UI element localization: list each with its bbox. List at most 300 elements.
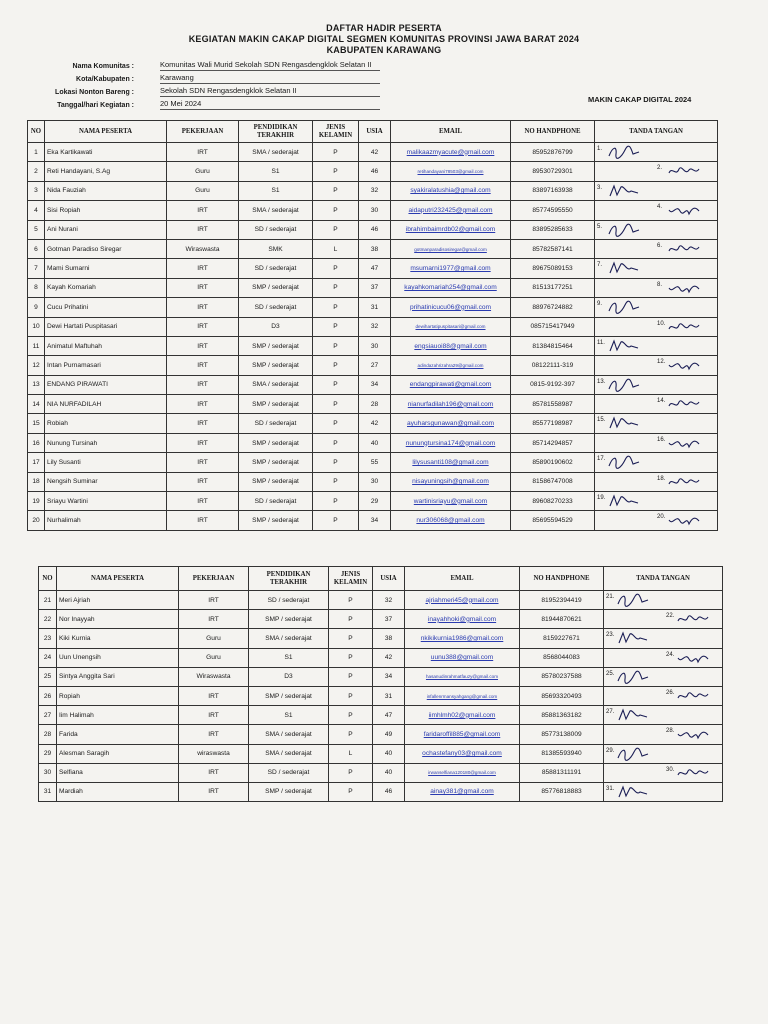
participant-job: Guru <box>167 162 239 181</box>
table-header <box>39 567 723 591</box>
participant-job: IRT <box>167 220 239 239</box>
col-no: NO <box>28 121 45 143</box>
participant-job: IRT <box>167 201 239 220</box>
signature-number: 13. <box>597 378 606 385</box>
participant-job: Wiraswasta <box>167 239 239 258</box>
row-no: 29 <box>39 744 57 763</box>
row-no: 23 <box>39 629 57 648</box>
handwritten-signature <box>607 415 641 431</box>
signature-cell <box>604 763 723 782</box>
signature-number: 20. <box>657 514 666 521</box>
participant-email[interactable]: ayuharsgunawan@gmail.com <box>391 414 511 433</box>
participant-email[interactable]: faridaroffil885@gmail.com <box>405 725 520 744</box>
participant-age: 30 <box>359 201 391 220</box>
participant-job: IRT <box>167 511 239 530</box>
signature-number: 17. <box>597 456 606 463</box>
participant-gender: P <box>329 725 373 744</box>
lokasi-label: Lokasi Nonton Bareng : <box>55 89 134 96</box>
participant-phone: 85890190602 <box>511 453 595 472</box>
row-no: 5 <box>28 220 45 239</box>
participant-education: D3 <box>249 667 329 686</box>
handwritten-signature <box>667 396 701 412</box>
participant-name: Farida <box>57 725 179 744</box>
participant-education: SD / sederajat <box>249 591 329 610</box>
row-no: 30 <box>39 763 57 782</box>
participant-email[interactable]: infallenrmansyahgang@gmail.com <box>405 686 520 705</box>
signature-cell <box>595 162 718 181</box>
row-no: 26 <box>39 686 57 705</box>
participant-job: Guru <box>179 629 249 648</box>
signature-cell <box>595 259 718 278</box>
tanggal-label: Tanggal/hari Kegiatan : <box>57 102 134 109</box>
row-no: 13 <box>28 375 45 394</box>
participant-email[interactable]: irwanselfiana120180@gmail.com <box>405 763 520 782</box>
row-no: 2 <box>28 162 45 181</box>
participant-phone: 85881311191 <box>520 763 604 782</box>
participant-phone: 81952394419 <box>520 591 604 610</box>
signature-number: 8. <box>657 281 663 288</box>
signature-cell <box>595 181 718 200</box>
table-row <box>39 667 723 686</box>
participant-name: Nunung Tursinah <box>45 433 167 452</box>
participant-gender: P <box>329 629 373 648</box>
participant-name: Meri Ajriah <box>57 591 179 610</box>
participant-job: IRT <box>167 433 239 452</box>
participant-job: Wiraswasta <box>179 667 249 686</box>
participant-email[interactable]: nianurfadilah196@gmail.com <box>391 395 511 414</box>
participant-age: 38 <box>373 629 405 648</box>
participant-job: wiraswasta <box>179 744 249 763</box>
participant-email[interactable]: iimhlmh02@gmail.com <box>405 706 520 725</box>
handwritten-signature <box>607 338 641 354</box>
table-row <box>28 375 718 394</box>
handwritten-signature <box>616 592 650 608</box>
participant-education: SMP / sederajat <box>249 610 329 629</box>
participant-phone: 81384815464 <box>511 336 595 355</box>
participant-education: SMP / sederajat <box>239 336 313 355</box>
table-row <box>28 201 718 220</box>
participant-age: 47 <box>373 706 405 725</box>
participant-phone: 85881363182 <box>520 706 604 725</box>
signature-number: 3. <box>597 184 603 191</box>
table-row <box>39 706 723 725</box>
participant-email[interactable]: ainay381@gmail.com <box>405 782 520 801</box>
col-usia: USIA <box>373 567 405 591</box>
participant-education: SMA / sederajat <box>239 375 313 394</box>
table-row <box>28 511 718 530</box>
participant-email[interactable]: lilysusanti108@gmail.com <box>391 453 511 472</box>
row-no: 9 <box>28 298 45 317</box>
signature-cell <box>604 591 723 610</box>
signature-cell <box>595 336 718 355</box>
participant-job: IRT <box>167 414 239 433</box>
participant-phone: 85776818883 <box>520 782 604 801</box>
participant-education: S1 <box>249 648 329 667</box>
participant-age: 30 <box>359 472 391 491</box>
table-row <box>39 686 723 705</box>
participant-education: SMP / sederajat <box>239 453 313 472</box>
signature-number: 7. <box>597 262 603 269</box>
row-no: 17 <box>28 453 45 472</box>
signature-cell <box>595 356 718 375</box>
participant-age: 46 <box>359 220 391 239</box>
table-row <box>28 143 718 162</box>
signature-number: 15. <box>597 417 606 424</box>
handwritten-signature <box>676 611 710 627</box>
signature-cell <box>595 220 718 239</box>
participant-name: Nurhalimah <box>45 511 167 530</box>
komunitas-label: Nama Komunitas : <box>72 63 134 70</box>
komunitas-value: Komunitas Wali Murid Sekolah SDN Rengasdengklok Selatan II <box>160 60 380 71</box>
participant-age: 40 <box>373 744 405 763</box>
participant-education: SMA / sederajat <box>239 201 313 220</box>
participant-job: IRT <box>167 317 239 336</box>
signature-number: 14. <box>657 398 666 405</box>
participant-phone: 08122111-319 <box>511 356 595 375</box>
participant-education: SMP / sederajat <box>239 433 313 452</box>
participant-job: IRT <box>179 610 249 629</box>
participant-phone: 85577198987 <box>511 414 595 433</box>
handwritten-signature <box>676 726 710 742</box>
participant-education: S1 <box>239 162 313 181</box>
participant-gender: P <box>329 686 373 705</box>
participant-age: 42 <box>373 648 405 667</box>
participant-job: IRT <box>167 492 239 511</box>
participant-phone: 81586747008 <box>511 472 595 491</box>
row-no: 22 <box>39 610 57 629</box>
participant-email[interactable]: ibrahimbaimrdb02@gmail.com <box>391 220 511 239</box>
table-row <box>28 239 718 258</box>
signature-cell <box>604 648 723 667</box>
participant-phone: 85782587141 <box>511 239 595 258</box>
participant-age: 46 <box>359 162 391 181</box>
table-row <box>39 744 723 763</box>
table-row <box>28 414 718 433</box>
participant-name: Selfiana <box>57 763 179 782</box>
signature-number: 30. <box>666 766 675 773</box>
signature-cell <box>595 201 718 220</box>
participant-phone: 83895285633 <box>511 220 595 239</box>
col-ttd: TANDA TANGAN <box>595 121 718 143</box>
participant-name: Iim Halimah <box>57 706 179 725</box>
participant-age: 31 <box>359 298 391 317</box>
row-no: 10 <box>28 317 45 336</box>
signature-number: 26. <box>666 689 675 696</box>
signature-number: 4. <box>657 204 663 211</box>
participant-gender: P <box>313 375 359 394</box>
participant-gender: P <box>313 492 359 511</box>
participant-education: SD / sederajat <box>239 298 313 317</box>
participant-gender: P <box>329 667 373 686</box>
signature-cell <box>595 298 718 317</box>
participant-job: IRT <box>179 591 249 610</box>
participant-email[interactable]: malikaazmyacute@gmail.com <box>391 143 511 162</box>
col-jenis-kelamin: JENIS KELAMIN <box>313 121 359 143</box>
participant-gender: P <box>313 336 359 355</box>
participant-name: Intan Purnamasari <box>45 356 167 375</box>
signature-cell <box>595 511 718 530</box>
participant-age: 28 <box>359 395 391 414</box>
participant-gender: P <box>313 278 359 297</box>
participant-email[interactable]: nisayuningsih@gmail.com <box>391 472 511 491</box>
participant-email[interactable]: endangpirawati@gmail.com <box>391 375 511 394</box>
doc-title: DAFTAR HADIR PESERTA <box>326 23 442 33</box>
participant-email[interactable]: ochastefany03@gmail.com <box>405 744 520 763</box>
participant-name: Nengsih Suminar <box>45 472 167 491</box>
table-row <box>39 591 723 610</box>
participant-education: SMP / sederajat <box>239 278 313 297</box>
participant-email[interactable]: retihandayani78503@gmail.com <box>391 162 511 181</box>
participant-education: D3 <box>239 317 313 336</box>
col-nama: NAMA PESERTA <box>45 121 167 143</box>
col-email: EMAIL <box>405 567 520 591</box>
col-pekerjaan: PEKERJAAN <box>167 121 239 143</box>
table-row <box>28 472 718 491</box>
participant-job: IRT <box>179 725 249 744</box>
row-no: 6 <box>28 239 45 258</box>
participant-phone: 0815-9192-397 <box>511 375 595 394</box>
participant-name: Animatul Maftuhah <box>45 336 167 355</box>
participant-age: 49 <box>373 725 405 744</box>
signature-number: 12. <box>657 359 666 366</box>
lokasi-value: Sekolah SDN Rengasdengklok Selatan II <box>160 86 380 97</box>
signature-number: 29. <box>606 747 615 754</box>
table-row <box>39 763 723 782</box>
participant-email[interactable]: nkikikurnia1986@gmail.com <box>405 629 520 648</box>
participant-gender: P <box>313 511 359 530</box>
handwritten-signature <box>667 435 701 451</box>
participant-job: IRT <box>179 686 249 705</box>
table-row <box>39 629 723 648</box>
signature-cell <box>595 239 718 258</box>
participant-email[interactable]: nunungtursina174@gmail.com <box>391 433 511 452</box>
participant-email[interactable]: ajriahmeri45@gmail.com <box>405 591 520 610</box>
participant-name: Mardiah <box>57 782 179 801</box>
participant-gender: P <box>329 648 373 667</box>
participant-age: 55 <box>359 453 391 472</box>
participant-gender: P <box>313 395 359 414</box>
participant-gender: P <box>313 162 359 181</box>
table-row <box>39 610 723 629</box>
row-no: 21 <box>39 591 57 610</box>
handwritten-signature <box>676 688 710 704</box>
kota-label: Kota/Kabupaten : <box>76 76 134 83</box>
participant-name: ENDANG PIRAWATI <box>45 375 167 394</box>
row-no: 3 <box>28 181 45 200</box>
participant-email[interactable]: aidaputri232425@gmail.com <box>391 201 511 220</box>
participant-email[interactable]: syakiralatushia@gmail.com <box>391 181 511 200</box>
participant-name: Lily Susanti <box>45 453 167 472</box>
participant-gender: L <box>313 239 359 258</box>
participant-education: SMP / sederajat <box>239 511 313 530</box>
handwritten-signature <box>616 746 650 762</box>
handwritten-signature <box>667 474 701 490</box>
col-pendidikan: PENDIDIKAN TERAKHIR <box>239 121 313 143</box>
signature-number: 18. <box>657 475 666 482</box>
col-pendidikan: PENDIDIKAN TERAKHIR <box>249 567 329 591</box>
participant-name: Cucu Prihatini <box>45 298 167 317</box>
participant-name: Eka Kartikawati <box>45 143 167 162</box>
participant-gender: P <box>313 201 359 220</box>
participant-email[interactable]: adindazahrizahra29@gmail.com <box>391 356 511 375</box>
table-row <box>28 317 718 336</box>
signature-number: 5. <box>597 223 603 230</box>
row-no: 18 <box>28 472 45 491</box>
participant-job: IRT <box>179 782 249 801</box>
handwritten-signature <box>667 512 701 528</box>
signature-cell <box>604 744 723 763</box>
participant-job: IRT <box>167 472 239 491</box>
row-no: 20 <box>28 511 45 530</box>
handwritten-signature <box>616 630 650 646</box>
participant-job: IRT <box>167 336 239 355</box>
participant-email[interactable]: inayahhoki@gmail.com <box>405 610 520 629</box>
participant-name: Sriayu Wartini <box>45 492 167 511</box>
table-row <box>28 433 718 452</box>
signature-cell <box>595 375 718 394</box>
participant-phone: 085715417949 <box>511 317 595 336</box>
row-no: 8 <box>28 278 45 297</box>
row-no: 11 <box>28 336 45 355</box>
row-no: 14 <box>28 395 45 414</box>
participant-name: Nida Fauziah <box>45 181 167 200</box>
participant-job: Guru <box>179 648 249 667</box>
handwritten-signature <box>607 299 641 315</box>
signature-number: 9. <box>597 301 603 308</box>
participant-education: SD / sederajat <box>249 763 329 782</box>
participant-job: IRT <box>167 259 239 278</box>
participant-education: SMK <box>239 239 313 258</box>
attendance-table-2 <box>38 566 723 802</box>
participant-education: SMA / sederajat <box>239 143 313 162</box>
participant-email[interactable]: gotmanparadisosiregar@gmail.com <box>391 239 511 258</box>
row-no: 7 <box>28 259 45 278</box>
signature-number: 28. <box>666 728 675 735</box>
participant-phone: 85952876799 <box>511 143 595 162</box>
attendance-table-1 <box>27 120 718 531</box>
participant-job: IRT <box>167 143 239 162</box>
participant-phone: 89675089153 <box>511 259 595 278</box>
handwritten-signature <box>607 222 641 238</box>
participant-job: IRT <box>167 298 239 317</box>
participant-age: 32 <box>359 317 391 336</box>
participant-gender: P <box>313 259 359 278</box>
participant-gender: P <box>313 414 359 433</box>
col-email: EMAIL <box>391 121 511 143</box>
table-row <box>28 356 718 375</box>
col-pekerjaan: PEKERJAAN <box>179 567 249 591</box>
signature-cell <box>595 143 718 162</box>
handwritten-signature <box>607 454 641 470</box>
participant-gender: P <box>313 433 359 452</box>
participant-age: 34 <box>359 511 391 530</box>
table-row <box>39 648 723 667</box>
participant-age: 32 <box>359 181 391 200</box>
signature-cell <box>595 472 718 491</box>
table-header <box>28 121 718 143</box>
handwritten-signature <box>676 650 710 666</box>
handwritten-signature <box>667 319 701 335</box>
signature-cell <box>595 453 718 472</box>
table-row <box>28 162 718 181</box>
doc-subtitle: KEGIATAN MAKIN CAKAP DIGITAL SEGMEN KOMUNITAS PROVINSI JAWA BARAT 2024 <box>188 34 580 44</box>
row-no: 15 <box>28 414 45 433</box>
participant-email[interactable]: wartinisriayu@gmail.com <box>391 492 511 511</box>
participant-job: IRT <box>167 278 239 297</box>
participant-email[interactable]: dewihartatipuspitasari@gmail.com <box>391 317 511 336</box>
table-row <box>28 220 718 239</box>
tanggal-value: 20 Mei 2024 <box>160 99 380 110</box>
signature-cell <box>595 395 718 414</box>
signature-number: 23. <box>606 632 615 639</box>
participant-email[interactable]: prihatinicucu06@gmail.com <box>391 298 511 317</box>
participant-name: Gotman Paradiso Siregar <box>45 239 167 258</box>
handwritten-signature <box>607 493 641 509</box>
participant-phone: 8159227671 <box>520 629 604 648</box>
row-no: 1 <box>28 143 45 162</box>
row-no: 27 <box>39 706 57 725</box>
row-no: 4 <box>28 201 45 220</box>
signature-number: 24. <box>666 651 675 658</box>
handwritten-signature <box>616 669 650 685</box>
table-row <box>28 336 718 355</box>
participant-gender: P <box>313 143 359 162</box>
participant-age: 34 <box>373 667 405 686</box>
signature-number: 10. <box>657 320 666 327</box>
signature-cell <box>604 667 723 686</box>
signature-cell <box>604 629 723 648</box>
participant-education: SMA / sederajat <box>249 744 329 763</box>
table-row <box>39 725 723 744</box>
participant-name: Uun Unengsih <box>57 648 179 667</box>
row-no: 24 <box>39 648 57 667</box>
table-row <box>28 278 718 297</box>
handwritten-signature <box>607 183 641 199</box>
signature-number: 1. <box>597 146 603 152</box>
participant-email[interactable]: hasanudinrahmatfauzy@gmail.com <box>405 667 520 686</box>
row-no: 16 <box>28 433 45 452</box>
handwritten-signature <box>667 202 701 218</box>
participant-name: NIA NURFADILAH <box>45 395 167 414</box>
table-row <box>39 782 723 801</box>
participant-gender: P <box>329 706 373 725</box>
participant-education: SD / sederajat <box>239 492 313 511</box>
participant-gender: P <box>313 220 359 239</box>
handwritten-signature <box>667 280 701 296</box>
participant-email[interactable]: engsiauoi88@gmail.com <box>391 336 511 355</box>
participant-age: 27 <box>359 356 391 375</box>
signature-number: 16. <box>657 436 666 443</box>
participant-gender: P <box>329 763 373 782</box>
participant-age: 38 <box>359 239 391 258</box>
participant-job: IRT <box>167 453 239 472</box>
participant-phone: 85780237588 <box>520 667 604 686</box>
participant-phone: 88976724882 <box>511 298 595 317</box>
doc-region: KABUPATEN KARAWANG <box>326 45 442 55</box>
participant-age: 37 <box>373 610 405 629</box>
participant-job: IRT <box>179 706 249 725</box>
participant-email[interactable]: msumarni1977@gmail.com <box>391 259 511 278</box>
signature-cell <box>604 706 723 725</box>
participant-email[interactable]: kayahkomariah254@gmail.com <box>391 278 511 297</box>
col-no: NO <box>39 567 57 591</box>
handwritten-signature <box>616 707 650 723</box>
participant-email[interactable]: nur306068@gmail.com <box>391 511 511 530</box>
participant-email[interactable]: uunu388@gmail.com <box>405 648 520 667</box>
table-row <box>28 298 718 317</box>
col-hp: NO HANDPHONE <box>511 121 595 143</box>
participant-phone: 85773138009 <box>520 725 604 744</box>
